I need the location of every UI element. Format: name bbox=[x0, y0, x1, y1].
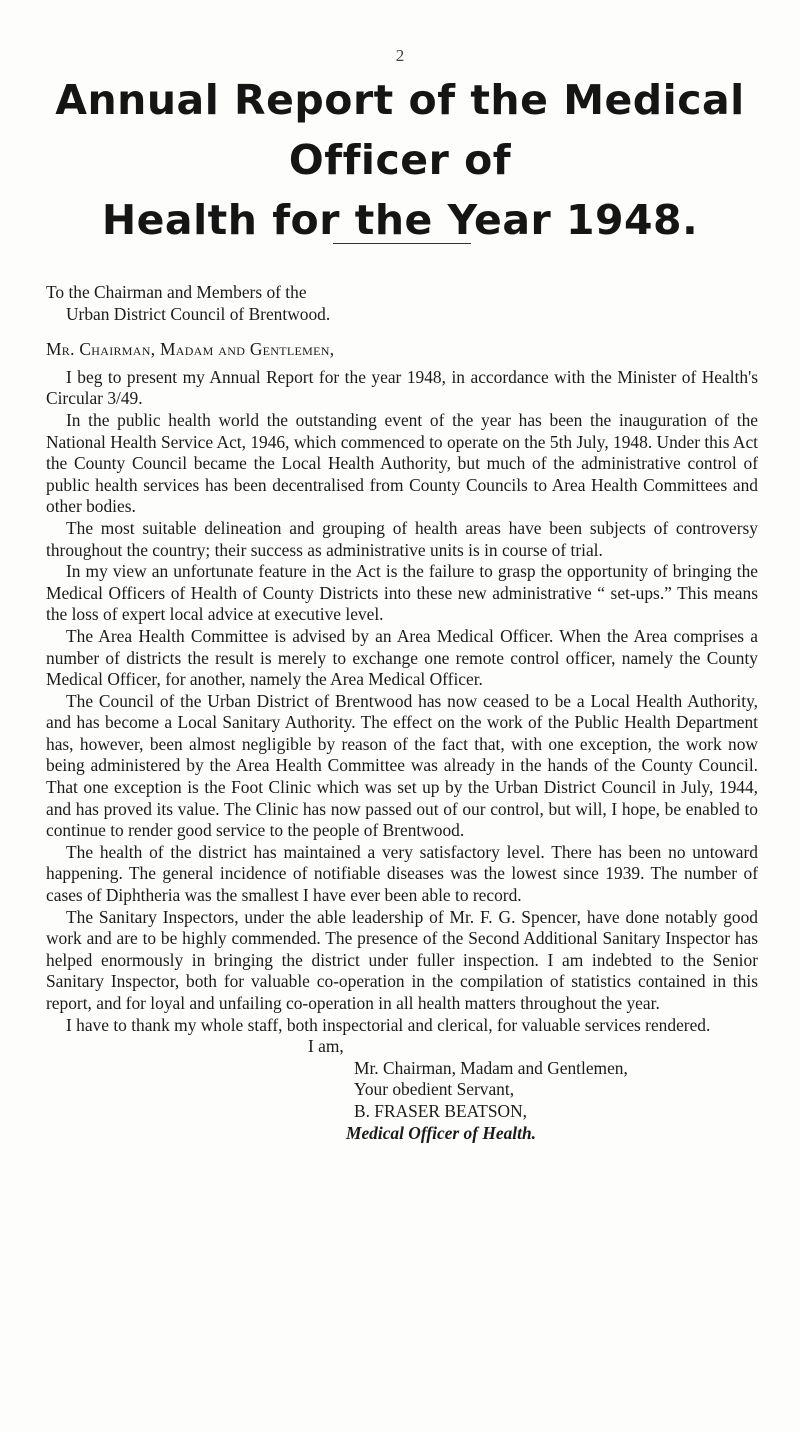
closing-line: I am, bbox=[308, 1036, 344, 1057]
salutation: Mr. Chairman, Madam and Gentlemen, bbox=[46, 339, 335, 360]
closing-valediction: Your obedient Servant, bbox=[354, 1079, 515, 1100]
paragraph: The Area Health Committee is advised by an Area Medical Officer. When the Area comprises a number of districts the result is merely to exchange one remote control officer, namely the County Medical Officer, for another, namely the Area Medical Officer. bbox=[46, 625, 758, 690]
report-title-line-1: Annual Report of the Medical Officer of bbox=[55, 76, 745, 184]
title-divider bbox=[333, 243, 471, 244]
signatory-designation: Medical Officer of Health. bbox=[346, 1122, 536, 1143]
paragraph: The health of the district has maintained a very satisfactory level. There has been no untoward happening. The general incidence of notifiable diseases was the lowest since 1939. The number of cases of Diphtheria was the smallest I have ever been able to record. bbox=[46, 841, 758, 906]
paragraph: In the public health world the outstanding event of the year has been the inauguration of the National Health Service Act, 1946, which commenced to operate on the 5th July, 1948. Under this Act the County Council became the Local Health Authority, but much of the administrative control of public health services has been decentralised from County Councils to Area Health Committees and other bodies. bbox=[46, 409, 758, 517]
paragraph: The Council of the Urban District of Brentwood has now ceased to be a Local Health Authority, and has become a Local Sanitary Authority. The effect on the work of the Public Health Department has, however, been almost negligible by reason of the fact that, with one exception, the work now being administered by the Area Health Committee was already in the hands of the County Council. That one exception is the Foot Clinic which was set up by the Urban District Council in July, 1944, and has proved its value. The Clinic has now passed out of our control, but will, I hope, be enabled to continue to render good service to the people of Brentwood. bbox=[46, 690, 758, 841]
paragraph: The most suitable delineation and grouping of health areas have been subjects of controversy throughout the country; their success as administrative units is in course of trial. bbox=[46, 517, 758, 560]
report-title bbox=[20, 70, 780, 250]
letter-body bbox=[46, 282, 758, 1144]
signatory-name: B. FRASER BEATSON, bbox=[354, 1100, 527, 1121]
paragraph: I have to thank my whole staff, both inspectorial and clerical, for valuable services rendered. bbox=[66, 1014, 711, 1035]
paragraph: In my view an unfortunate feature in the Act is the failure to grasp the opportunity of bringing the Medical Officers of Health of County Districts into these new administrative “ set-ups.” This means the loss of expert local advice at executive level. bbox=[46, 561, 758, 625]
paragraph: The Sanitary Inspectors, under the able leadership of Mr. F. G. Spencer, have done notably good work and are to be highly commended. The presence of the Second Additional Sanitary Inspector has helped enormously in bringing the district under fuller inspection. I am indebted to the Senior Sanitary Inspector, both for valuable co-operation in the compilation of statistics contained in this report, and for loyal and unfailing co-operation in all health matters throughout the year. bbox=[46, 906, 758, 1013]
page-number: 2 bbox=[395, 46, 405, 65]
closing-salutation: Mr. Chairman, Madam and Gentlemen, bbox=[354, 1057, 628, 1078]
paragraph: I beg to present my Annual Report for the year 1948, in accordance with the Minister of Health's Circular 3/49. bbox=[46, 366, 758, 409]
report-title-line-2: Health for the Year 1948. bbox=[101, 196, 699, 244]
address-line-1: To the Chairman and Members of the bbox=[46, 282, 307, 302]
address-line-2: Urban District Council of Brentwood. bbox=[66, 303, 331, 324]
